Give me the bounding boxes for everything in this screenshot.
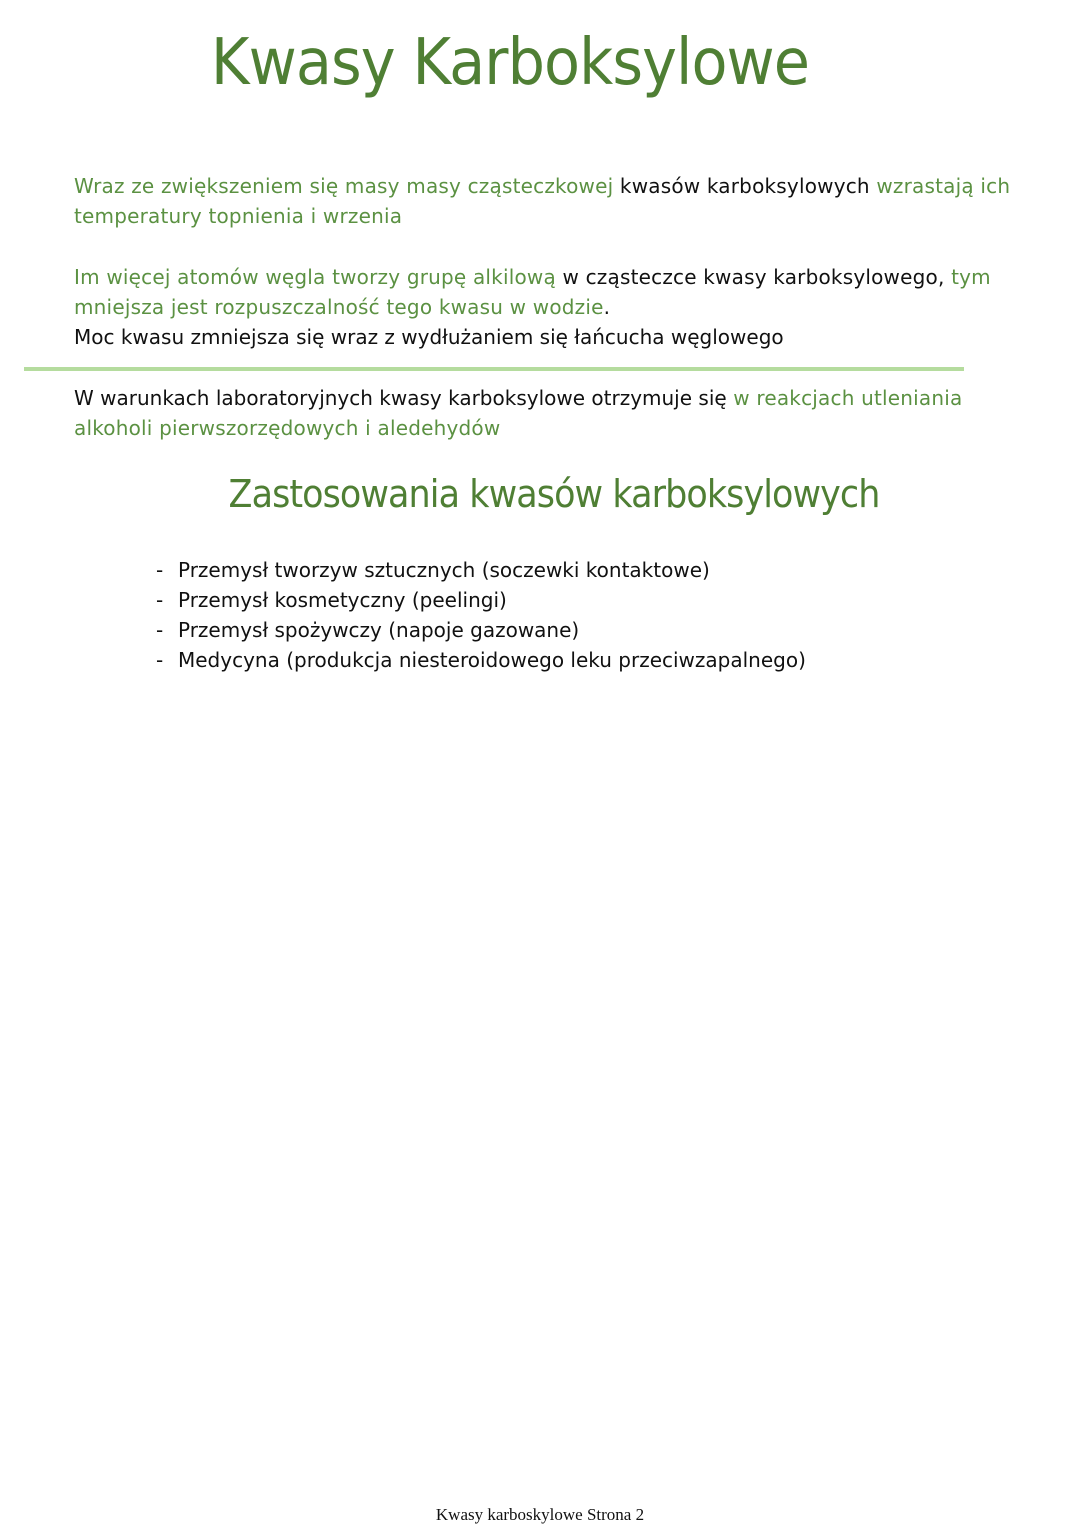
uses-list (156, 555, 806, 675)
list-item (156, 615, 806, 645)
paragraph-molar-mass (74, 171, 1014, 231)
paragraph-solubility (74, 262, 1014, 322)
list-item (156, 585, 806, 615)
paragraph-preparation (74, 383, 1014, 443)
list-item-text: Przemysł spożywczy (napoje gazowane) (178, 618, 580, 642)
page-footer: Kwasy karboskylowe Strona 2 (435, 1505, 645, 1524)
section-divider (24, 367, 964, 371)
dash-bullet: - (156, 588, 164, 612)
paragraph-text: wzrastają ich temperatury topnienia i wrzenia (74, 174, 1011, 228)
paragraph-acid-strength: Moc kwasu zmniejsza się wraz z wydłużaniem się łańcucha węglowego (74, 325, 784, 349)
paragraph-text: W warunkach laboratoryjnych kwasy karboksylowe otrzymuje się (74, 386, 727, 410)
paragraph-text: Im więcej atomów węgla tworzy grupę alkilową (74, 265, 556, 289)
section-title: Zastosowania kwasów karboksylowych (228, 472, 880, 516)
page-title: Kwasy Karboksylowe (210, 26, 810, 100)
dash-bullet: - (156, 558, 164, 582)
highlight-text: kwasów karboksylowych (619, 174, 870, 198)
list-item-text: Przemysł kosmetyczny (peelingi) (178, 588, 507, 612)
dash-bullet: - (156, 648, 164, 672)
paragraph-text: tym mniejsza jest rozpuszczalność tego kwasu w wodzie (74, 265, 991, 319)
list-item-text: Przemysł tworzyw sztucznych (soczewki kontaktowe) (178, 558, 710, 582)
highlight-text: w reakcjach utleniania alkoholi pierwszorzędowych i aledehydów (74, 386, 963, 440)
list-item-text: Medycyna (produkcja niesteroidowego leku przeciwzapalnego) (178, 648, 806, 672)
highlight-text: w cząsteczce kwasy karboksylowego, (555, 265, 945, 289)
list-item (156, 645, 806, 675)
paragraph-period: . (603, 295, 611, 319)
dash-bullet: - (156, 618, 164, 642)
list-item (156, 555, 806, 585)
paragraph-text: Wraz ze zwiększeniem się masy masy cząsteczkowej (74, 174, 620, 198)
